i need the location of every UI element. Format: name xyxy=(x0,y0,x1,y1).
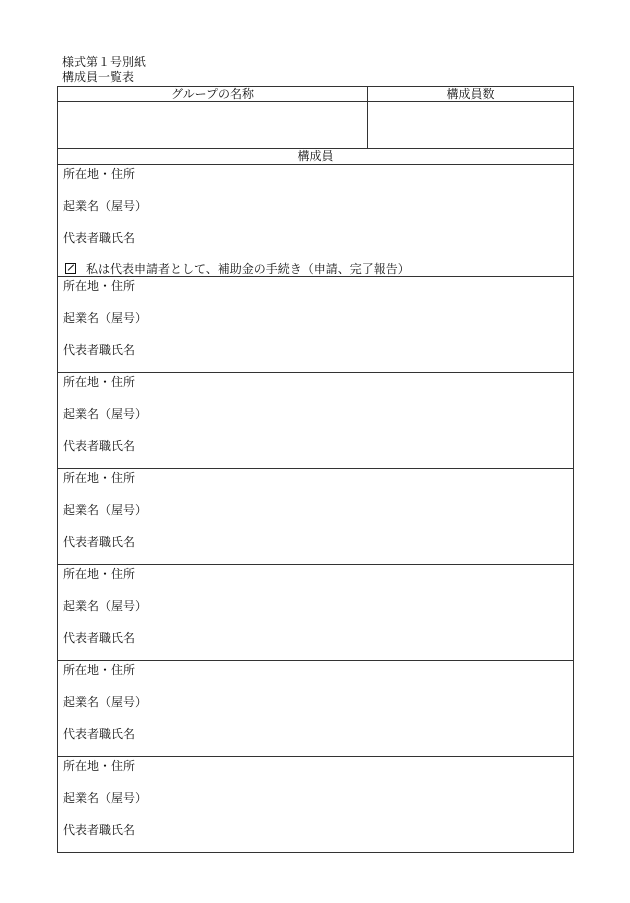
member-row xyxy=(58,757,574,853)
member-count-header: 構成員数 xyxy=(368,87,574,102)
representative-label: 代表者職氏名 xyxy=(63,439,136,453)
member-row xyxy=(58,373,574,469)
business-name-label: 起業名（屋号） xyxy=(63,199,148,213)
member-row xyxy=(58,469,574,565)
address-label: 所在地・住所 xyxy=(63,375,136,389)
business-name-label: 起業名（屋号） xyxy=(63,599,148,613)
group-name-field[interactable] xyxy=(58,102,368,149)
business-name-label: 起業名（屋号） xyxy=(63,407,148,421)
representative-label: 代表者職氏名 xyxy=(63,631,136,645)
group-name-header: グループの名称 xyxy=(58,87,368,102)
member-row xyxy=(58,661,574,757)
address-label: 所在地・住所 xyxy=(63,759,136,773)
business-name-label: 起業名（屋号） xyxy=(63,503,148,517)
business-name-label: 起業名（屋号） xyxy=(63,695,148,709)
representative-label: 代表者職氏名 xyxy=(63,231,136,245)
member-count-field[interactable] xyxy=(368,102,574,149)
business-name-label: 起業名（屋号） xyxy=(63,791,148,805)
declaration-checkbox[interactable] xyxy=(65,263,76,274)
business-name-label: 起業名（屋号） xyxy=(63,311,148,325)
address-label: 所在地・住所 xyxy=(63,567,136,581)
address-label: 所在地・住所 xyxy=(63,167,136,181)
address-label: 所在地・住所 xyxy=(63,279,136,293)
representative-label: 代表者職氏名 xyxy=(63,823,136,837)
member-row xyxy=(58,565,574,661)
list-title: 構成員一覧表 xyxy=(62,70,135,84)
address-label: 所在地・住所 xyxy=(63,663,136,677)
form-number: 様式第１号別紙 xyxy=(62,55,147,69)
representative-label: 代表者職氏名 xyxy=(63,727,136,741)
address-label: 所在地・住所 xyxy=(63,471,136,485)
declaration-text: 私は代表申請者として、補助金の手続き（申請、完了報告） xyxy=(86,262,410,276)
representative-label: 代表者職氏名 xyxy=(63,535,136,549)
representative-label: 代表者職氏名 xyxy=(63,343,136,357)
declaration-line xyxy=(63,262,410,276)
member-list-table xyxy=(57,86,574,853)
member-row xyxy=(58,165,574,277)
members-section-header: 構成員 xyxy=(58,149,574,165)
member-row xyxy=(58,277,574,373)
